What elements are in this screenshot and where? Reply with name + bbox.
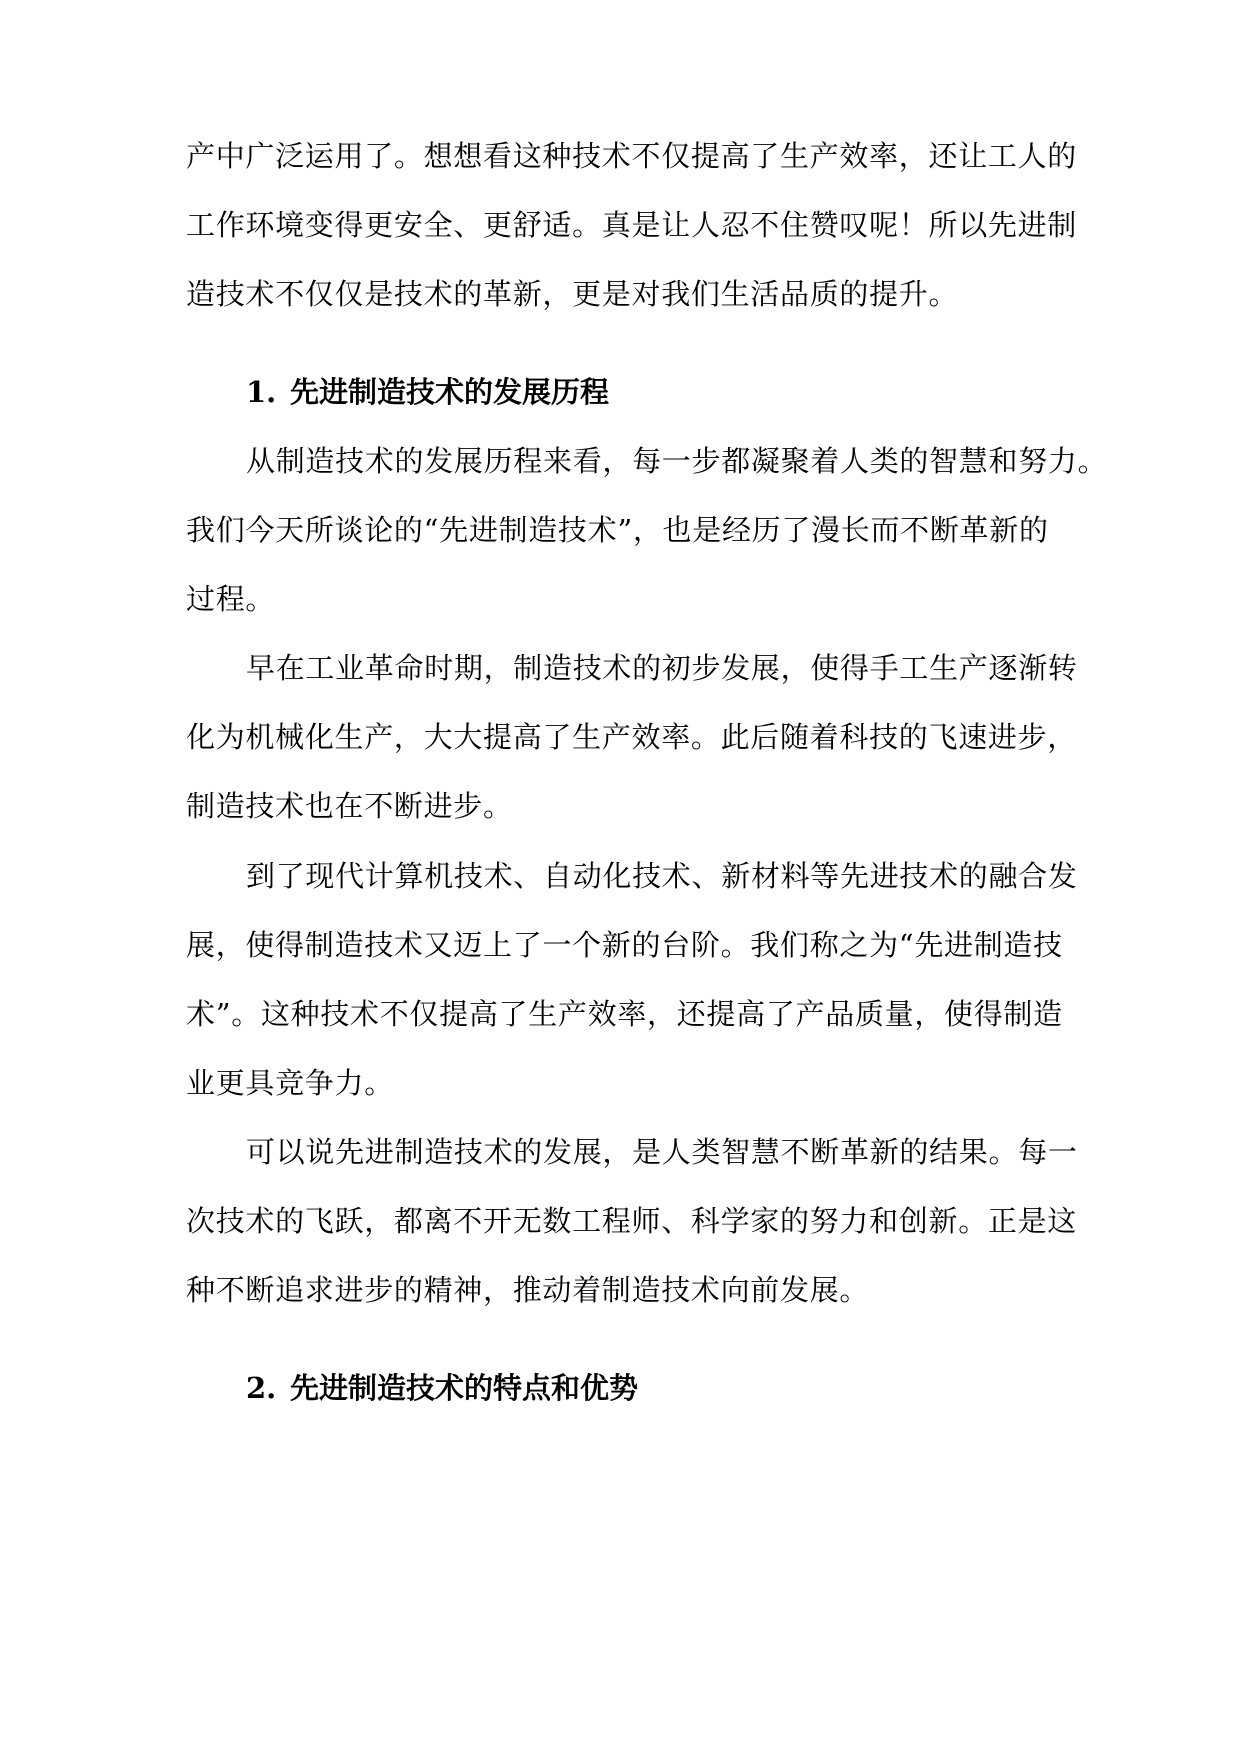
intro-line: 工作环境变得更安全、更舒适。真是让人忍不住赞叹呢！所以先进制 xyxy=(186,208,1078,242)
paragraph-line: 化为机械化生产，大大提高了生产效率。此后随着科技的飞速进步， xyxy=(186,720,1078,754)
paragraph-line: 次技术的飞跃，都离不开无数工程师、科学家的努力和创新。正是这 xyxy=(186,1204,1078,1238)
paragraph-line: 术”。这种技术不仅提高了生产效率，还提高了产品质量，使得制造 xyxy=(186,997,1063,1031)
paragraph-line: 过程。 xyxy=(186,582,276,616)
paragraph-line: 展，使得制造技术又迈上了一个新的台阶。我们称之为“先进制造技 xyxy=(186,928,1063,962)
paragraph-line: 到了现代计算机技术、自动化技术、新材料等先进技术的融合发 xyxy=(246,859,1078,893)
paragraph-line: 早在工业革命时期，制造技术的初步发展，使得手工生产逐渐转 xyxy=(246,651,1078,685)
paragraph-line: 种不断追求进步的精神，推动着制造技术向前发展。 xyxy=(186,1273,870,1307)
intro-line: 产中广泛运用了。想想看这种技术不仅提高了生产效率，还让工人的 xyxy=(186,139,1078,173)
paragraph-line: 业更具竞争力。 xyxy=(186,1066,394,1100)
paragraph-line: 从制造技术的发展历程来看，每一步都凝聚着人类的智慧和努力。 xyxy=(246,444,1108,478)
section-number: 2. xyxy=(246,1371,277,1405)
section-title: 先进制造技术的特点和优势 xyxy=(290,1371,639,1405)
section-number: 1. xyxy=(246,375,277,409)
section-heading-1 xyxy=(246,372,609,412)
paragraph-line: 我们今天所谈论的“先进制造技术”，也是经历了漫长而不断革新的 xyxy=(186,513,1049,547)
section-heading-2 xyxy=(246,1368,638,1408)
section-title: 先进制造技术的发展历程 xyxy=(290,375,610,409)
paragraph-line: 可以说先进制造技术的发展，是人类智慧不断革新的结果。每一 xyxy=(246,1135,1078,1169)
paragraph-line: 制造技术也在不断进步。 xyxy=(186,789,513,823)
intro-line: 造技术不仅仅是技术的革新，更是对我们生活品质的提升。 xyxy=(186,277,959,311)
